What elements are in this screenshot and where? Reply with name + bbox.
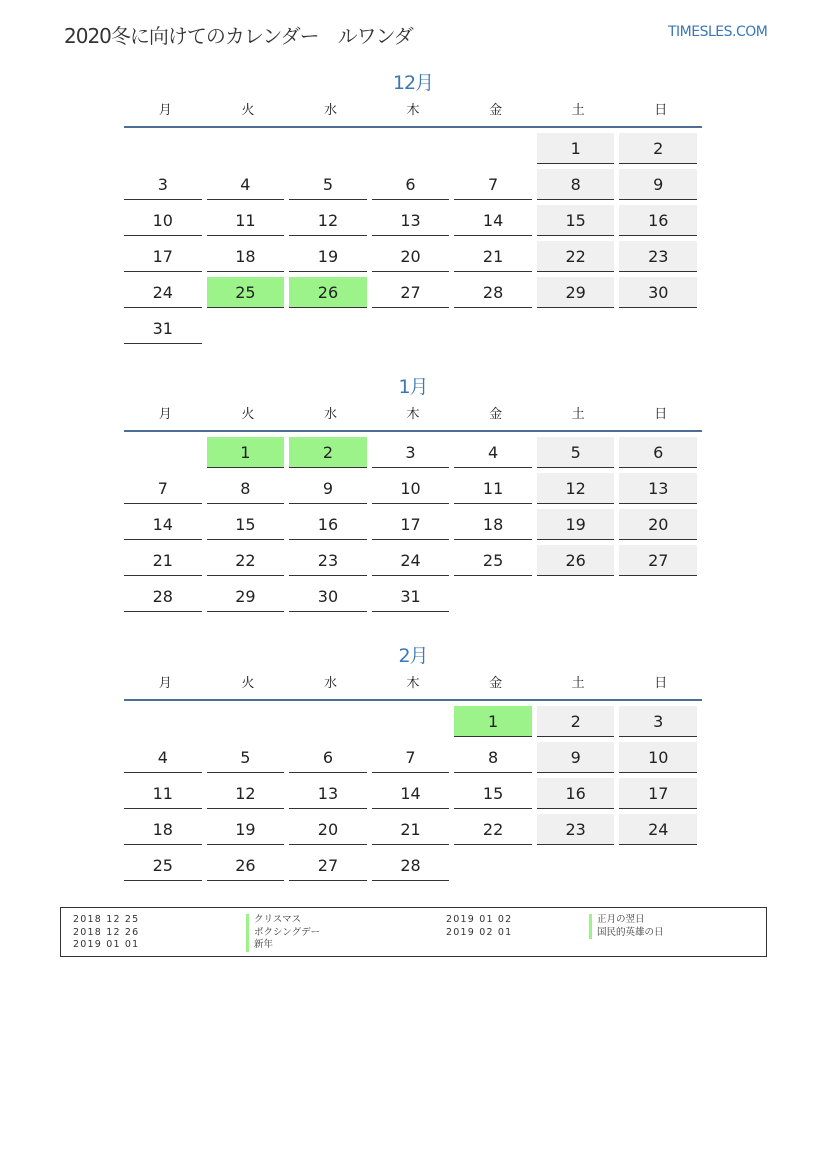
day-number[interactable]: 9 bbox=[619, 169, 697, 200]
day-number[interactable]: 4 bbox=[207, 169, 285, 200]
empty-day bbox=[124, 133, 202, 163]
week-row bbox=[124, 778, 702, 814]
day-number[interactable]: 2 bbox=[619, 133, 697, 164]
day-number[interactable]: 2 bbox=[537, 706, 615, 737]
legend-dates-col-1 bbox=[73, 914, 139, 952]
empty-day bbox=[372, 706, 450, 736]
empty-day bbox=[619, 581, 697, 611]
day-number[interactable]: 1 bbox=[207, 437, 285, 468]
day-number[interactable]: 15 bbox=[537, 205, 615, 236]
day-cell bbox=[619, 241, 702, 277]
day-cell bbox=[207, 437, 290, 473]
day-number[interactable]: 2 bbox=[289, 437, 367, 468]
day-cell bbox=[124, 814, 207, 850]
week-row bbox=[124, 277, 702, 313]
day-number[interactable]: 6 bbox=[372, 169, 450, 200]
empty-day bbox=[289, 313, 367, 343]
day-number[interactable]: 16 bbox=[289, 509, 367, 540]
month-block bbox=[124, 68, 702, 349]
day-cell bbox=[619, 545, 702, 581]
day-cell bbox=[289, 133, 372, 169]
day-number[interactable]: 24 bbox=[372, 545, 450, 576]
weekday-label: 月 bbox=[158, 407, 172, 422]
day-number[interactable]: 14 bbox=[454, 205, 532, 236]
day-number[interactable]: 3 bbox=[619, 706, 697, 737]
weekday-label: 火 bbox=[241, 407, 255, 422]
day-number[interactable]: 3 bbox=[124, 169, 202, 200]
day-cell bbox=[372, 814, 455, 850]
day-number[interactable]: 7 bbox=[454, 169, 532, 200]
day-number[interactable]: 19 bbox=[207, 814, 285, 845]
legend-holiday-name: ボクシングデー bbox=[246, 927, 320, 940]
day-cell bbox=[289, 742, 372, 778]
day-cell bbox=[619, 473, 702, 509]
day-cell bbox=[289, 545, 372, 581]
weekday-label: 土 bbox=[571, 103, 585, 118]
day-number[interactable]: 31 bbox=[372, 581, 450, 612]
day-number[interactable]: 14 bbox=[124, 509, 202, 540]
day-number[interactable]: 25 bbox=[207, 277, 285, 308]
day-number[interactable]: 25 bbox=[454, 545, 532, 576]
day-cell bbox=[372, 313, 455, 349]
week-row bbox=[124, 473, 702, 509]
day-cell bbox=[619, 313, 702, 349]
day-cell bbox=[372, 437, 455, 473]
day-cell bbox=[454, 437, 537, 473]
day-cell bbox=[289, 205, 372, 241]
day-cell bbox=[454, 778, 537, 814]
day-cell bbox=[207, 133, 290, 169]
day-number[interactable]: 4 bbox=[454, 437, 532, 468]
day-number[interactable]: 16 bbox=[537, 778, 615, 809]
empty-day bbox=[619, 313, 697, 343]
day-cell bbox=[619, 133, 702, 169]
week-row bbox=[124, 133, 702, 169]
weekday-label: 木 bbox=[406, 676, 420, 691]
weekday-label: 土 bbox=[571, 676, 585, 691]
day-number[interactable]: 17 bbox=[372, 509, 450, 540]
day-cell bbox=[619, 814, 702, 850]
day-cell bbox=[454, 241, 537, 277]
empty-day bbox=[537, 581, 615, 611]
day-number[interactable]: 10 bbox=[124, 205, 202, 236]
day-number[interactable]: 10 bbox=[372, 473, 450, 504]
day-number[interactable]: 15 bbox=[454, 778, 532, 809]
day-cell bbox=[289, 509, 372, 545]
day-cell bbox=[372, 473, 455, 509]
week-row bbox=[124, 545, 702, 581]
day-number[interactable]: 29 bbox=[207, 581, 285, 612]
weekday-label: 月 bbox=[158, 103, 172, 118]
empty-day bbox=[124, 706, 202, 736]
day-number[interactable]: 28 bbox=[372, 850, 450, 881]
month-title: 12月 bbox=[392, 72, 434, 94]
day-number[interactable]: 29 bbox=[537, 277, 615, 308]
day-cell bbox=[537, 706, 620, 742]
day-cell bbox=[207, 778, 290, 814]
week-row bbox=[124, 241, 702, 277]
day-cell bbox=[372, 509, 455, 545]
day-cell bbox=[454, 814, 537, 850]
week-row bbox=[124, 169, 702, 205]
empty-day bbox=[619, 850, 697, 880]
empty-day bbox=[207, 133, 285, 163]
day-cell bbox=[537, 169, 620, 205]
day-number[interactable]: 5 bbox=[537, 437, 615, 468]
empty-day bbox=[454, 850, 532, 880]
legend-date: 2018 12 25 bbox=[73, 914, 140, 925]
day-cell bbox=[537, 850, 620, 886]
day-number[interactable]: 17 bbox=[124, 241, 202, 272]
legend-date: 2019 01 01 bbox=[73, 939, 140, 950]
day-number[interactable]: 11 bbox=[207, 205, 285, 236]
day-number[interactable]: 13 bbox=[372, 205, 450, 236]
day-cell bbox=[454, 742, 537, 778]
day-cell bbox=[537, 205, 620, 241]
day-cell bbox=[124, 313, 207, 349]
day-number[interactable]: 10 bbox=[619, 742, 697, 773]
week-row bbox=[124, 706, 702, 742]
month-block bbox=[124, 372, 702, 617]
empty-day bbox=[537, 313, 615, 343]
day-cell bbox=[454, 313, 537, 349]
day-cell bbox=[537, 437, 620, 473]
day-cell bbox=[372, 241, 455, 277]
day-cell bbox=[289, 706, 372, 742]
empty-day bbox=[454, 313, 532, 343]
day-cell bbox=[537, 814, 620, 850]
day-cell bbox=[454, 706, 537, 742]
day-cell bbox=[372, 545, 455, 581]
day-number[interactable]: 6 bbox=[289, 742, 367, 773]
week-row bbox=[124, 313, 702, 349]
weekday-label: 日 bbox=[654, 407, 668, 422]
day-number[interactable]: 8 bbox=[207, 473, 285, 504]
day-number[interactable]: 13 bbox=[619, 473, 697, 504]
week-grid bbox=[124, 437, 702, 617]
day-cell bbox=[372, 850, 455, 886]
day-number[interactable]: 26 bbox=[537, 545, 615, 576]
day-number[interactable]: 20 bbox=[372, 241, 450, 272]
day-cell bbox=[207, 545, 290, 581]
day-cell bbox=[619, 742, 702, 778]
day-cell bbox=[124, 169, 207, 205]
day-cell bbox=[207, 742, 290, 778]
week-row bbox=[124, 205, 702, 241]
day-number[interactable]: 20 bbox=[289, 814, 367, 845]
brand-logo-text[interactable]: TIMESLES.COM bbox=[668, 24, 768, 40]
day-cell bbox=[537, 241, 620, 277]
day-cell bbox=[207, 169, 290, 205]
weekday-label: 月 bbox=[158, 676, 172, 691]
weekday-label: 水 bbox=[323, 103, 337, 118]
day-number[interactable]: 14 bbox=[372, 778, 450, 809]
day-number[interactable]: 18 bbox=[454, 509, 532, 540]
day-number[interactable]: 30 bbox=[289, 581, 367, 612]
day-cell bbox=[124, 706, 207, 742]
day-cell bbox=[537, 313, 620, 349]
day-cell bbox=[207, 706, 290, 742]
day-number[interactable]: 4 bbox=[124, 742, 202, 773]
day-cell bbox=[619, 509, 702, 545]
day-cell bbox=[454, 581, 537, 617]
month-title: 1月 bbox=[398, 376, 428, 398]
empty-day bbox=[207, 706, 285, 736]
day-number[interactable]: 26 bbox=[289, 277, 367, 308]
day-cell bbox=[289, 581, 372, 617]
day-cell bbox=[372, 778, 455, 814]
legend-date: 2019 02 01 bbox=[446, 926, 513, 938]
day-cell bbox=[619, 205, 702, 241]
day-number[interactable]: 7 bbox=[372, 742, 450, 773]
weekday-label: 水 bbox=[323, 676, 337, 691]
weekday-header bbox=[124, 671, 702, 701]
weekday-label: 金 bbox=[489, 103, 503, 118]
day-cell bbox=[207, 241, 290, 277]
weekday-header bbox=[124, 98, 702, 128]
week-grid bbox=[124, 706, 702, 886]
day-number[interactable]: 11 bbox=[124, 778, 202, 809]
legend-names-col-2 bbox=[589, 914, 664, 939]
day-cell bbox=[454, 509, 537, 545]
day-number[interactable]: 27 bbox=[619, 545, 697, 576]
day-cell bbox=[289, 241, 372, 277]
holiday-legend bbox=[60, 907, 767, 957]
legend-holiday-name: 新年 bbox=[246, 939, 320, 952]
day-cell bbox=[619, 169, 702, 205]
day-number[interactable]: 27 bbox=[289, 850, 367, 881]
day-number[interactable]: 21 bbox=[372, 814, 450, 845]
week-row bbox=[124, 437, 702, 473]
day-cell bbox=[207, 814, 290, 850]
day-number[interactable]: 24 bbox=[124, 277, 202, 308]
week-row bbox=[124, 581, 702, 617]
day-cell bbox=[124, 581, 207, 617]
day-cell bbox=[207, 205, 290, 241]
day-number[interactable]: 23 bbox=[537, 814, 615, 845]
day-cell bbox=[454, 169, 537, 205]
day-cell bbox=[537, 581, 620, 617]
legend-names-col-1 bbox=[246, 914, 320, 952]
empty-day bbox=[372, 133, 450, 163]
day-cell bbox=[124, 241, 207, 277]
day-cell bbox=[619, 778, 702, 814]
week-row bbox=[124, 850, 702, 886]
empty-day bbox=[289, 706, 367, 736]
day-number[interactable]: 13 bbox=[289, 778, 367, 809]
day-cell bbox=[289, 169, 372, 205]
day-number[interactable]: 23 bbox=[619, 241, 697, 272]
weekday-label: 火 bbox=[241, 676, 255, 691]
day-number[interactable]: 1 bbox=[537, 133, 615, 164]
day-cell bbox=[372, 742, 455, 778]
empty-day bbox=[124, 437, 202, 467]
day-cell bbox=[124, 742, 207, 778]
day-number[interactable]: 23 bbox=[289, 545, 367, 576]
day-cell bbox=[619, 277, 702, 313]
day-number[interactable]: 19 bbox=[537, 509, 615, 540]
day-cell bbox=[124, 778, 207, 814]
day-cell bbox=[207, 473, 290, 509]
day-number[interactable]: 12 bbox=[289, 205, 367, 236]
day-number[interactable]: 22 bbox=[454, 814, 532, 845]
day-cell bbox=[289, 313, 372, 349]
day-number[interactable]: 9 bbox=[289, 473, 367, 504]
day-cell bbox=[619, 581, 702, 617]
day-cell bbox=[454, 205, 537, 241]
week-row bbox=[124, 742, 702, 778]
weekday-label: 金 bbox=[489, 407, 503, 422]
day-cell bbox=[537, 277, 620, 313]
day-number[interactable]: 25 bbox=[124, 850, 202, 881]
day-cell bbox=[454, 133, 537, 169]
day-number[interactable]: 12 bbox=[207, 778, 285, 809]
day-cell bbox=[372, 706, 455, 742]
day-cell bbox=[454, 277, 537, 313]
day-number[interactable]: 8 bbox=[537, 169, 615, 200]
day-number[interactable]: 18 bbox=[124, 814, 202, 845]
weekday-label: 日 bbox=[654, 676, 668, 691]
month-block bbox=[124, 641, 702, 886]
day-number[interactable]: 8 bbox=[454, 742, 532, 773]
day-cell bbox=[537, 742, 620, 778]
empty-day bbox=[289, 133, 367, 163]
day-cell bbox=[537, 473, 620, 509]
legend-date: 2018 12 26 bbox=[73, 926, 140, 938]
day-number[interactable]: 9 bbox=[537, 742, 615, 773]
weekday-label: 木 bbox=[406, 407, 420, 422]
day-cell bbox=[207, 509, 290, 545]
day-cell bbox=[372, 277, 455, 313]
day-number[interactable]: 12 bbox=[537, 473, 615, 504]
day-cell bbox=[289, 437, 372, 473]
day-cell bbox=[289, 814, 372, 850]
day-number[interactable]: 27 bbox=[372, 277, 450, 308]
day-cell bbox=[124, 133, 207, 169]
day-number[interactable]: 15 bbox=[207, 509, 285, 540]
day-number[interactable]: 6 bbox=[619, 437, 697, 468]
day-number[interactable]: 5 bbox=[207, 742, 285, 773]
empty-day bbox=[454, 133, 532, 163]
day-cell bbox=[537, 545, 620, 581]
day-cell bbox=[372, 205, 455, 241]
day-cell bbox=[372, 581, 455, 617]
day-number[interactable]: 7 bbox=[124, 473, 202, 504]
day-number[interactable]: 17 bbox=[619, 778, 697, 809]
day-cell bbox=[619, 706, 702, 742]
month-title: 2月 bbox=[398, 645, 428, 667]
day-cell bbox=[454, 545, 537, 581]
day-number[interactable]: 11 bbox=[454, 473, 532, 504]
weekday-label: 金 bbox=[489, 676, 503, 691]
day-cell bbox=[537, 133, 620, 169]
day-cell bbox=[207, 850, 290, 886]
day-number[interactable]: 5 bbox=[289, 169, 367, 200]
day-cell bbox=[124, 205, 207, 241]
day-cell bbox=[207, 313, 290, 349]
day-cell bbox=[289, 778, 372, 814]
week-row bbox=[124, 814, 702, 850]
empty-day bbox=[207, 313, 285, 343]
day-number[interactable]: 18 bbox=[207, 241, 285, 272]
empty-day bbox=[454, 581, 532, 611]
day-cell bbox=[124, 277, 207, 313]
legend-holiday-name: クリスマス bbox=[246, 914, 320, 927]
day-number[interactable]: 31 bbox=[124, 313, 202, 344]
weekday-label: 火 bbox=[241, 103, 255, 118]
day-number[interactable]: 20 bbox=[619, 509, 697, 540]
day-cell bbox=[124, 545, 207, 581]
legend-date: 2019 01 02 bbox=[446, 914, 513, 925]
day-cell bbox=[619, 437, 702, 473]
day-cell bbox=[124, 437, 207, 473]
day-number[interactable]: 19 bbox=[289, 241, 367, 272]
day-cell bbox=[207, 277, 290, 313]
day-cell bbox=[289, 850, 372, 886]
weekday-label: 木 bbox=[406, 103, 420, 118]
weekday-header bbox=[124, 402, 702, 432]
day-number[interactable]: 30 bbox=[619, 277, 697, 308]
day-number[interactable]: 26 bbox=[207, 850, 285, 881]
legend-dates-col-2 bbox=[446, 914, 512, 939]
weekday-label: 土 bbox=[571, 407, 585, 422]
day-cell bbox=[289, 277, 372, 313]
day-cell bbox=[207, 581, 290, 617]
day-cell bbox=[619, 850, 702, 886]
day-number[interactable]: 21 bbox=[124, 545, 202, 576]
weekday-label: 日 bbox=[654, 103, 668, 118]
page-title: 2020冬に向けてのカレンダー ルワンダ bbox=[64, 24, 413, 48]
day-number[interactable]: 16 bbox=[619, 205, 697, 236]
day-number[interactable]: 21 bbox=[454, 241, 532, 272]
day-cell bbox=[124, 850, 207, 886]
day-cell bbox=[454, 850, 537, 886]
legend-holiday-name: 国民的英雄の日 bbox=[589, 927, 664, 940]
day-cell bbox=[124, 509, 207, 545]
day-cell bbox=[124, 473, 207, 509]
day-number[interactable]: 24 bbox=[619, 814, 697, 845]
legend-holiday-name: 正月の翌日 bbox=[589, 914, 664, 927]
week-row bbox=[124, 509, 702, 545]
week-grid bbox=[124, 133, 702, 349]
day-number[interactable]: 28 bbox=[124, 581, 202, 612]
empty-day bbox=[537, 850, 615, 880]
day-number[interactable]: 1 bbox=[454, 706, 532, 737]
day-cell bbox=[372, 169, 455, 205]
day-number[interactable]: 28 bbox=[454, 277, 532, 308]
day-number[interactable]: 22 bbox=[207, 545, 285, 576]
day-cell bbox=[454, 473, 537, 509]
day-cell bbox=[537, 778, 620, 814]
weekday-label: 水 bbox=[323, 407, 337, 422]
empty-day bbox=[372, 313, 450, 343]
day-cell bbox=[372, 133, 455, 169]
day-number[interactable]: 3 bbox=[372, 437, 450, 468]
day-cell bbox=[537, 509, 620, 545]
day-cell bbox=[289, 473, 372, 509]
day-number[interactable]: 22 bbox=[537, 241, 615, 272]
